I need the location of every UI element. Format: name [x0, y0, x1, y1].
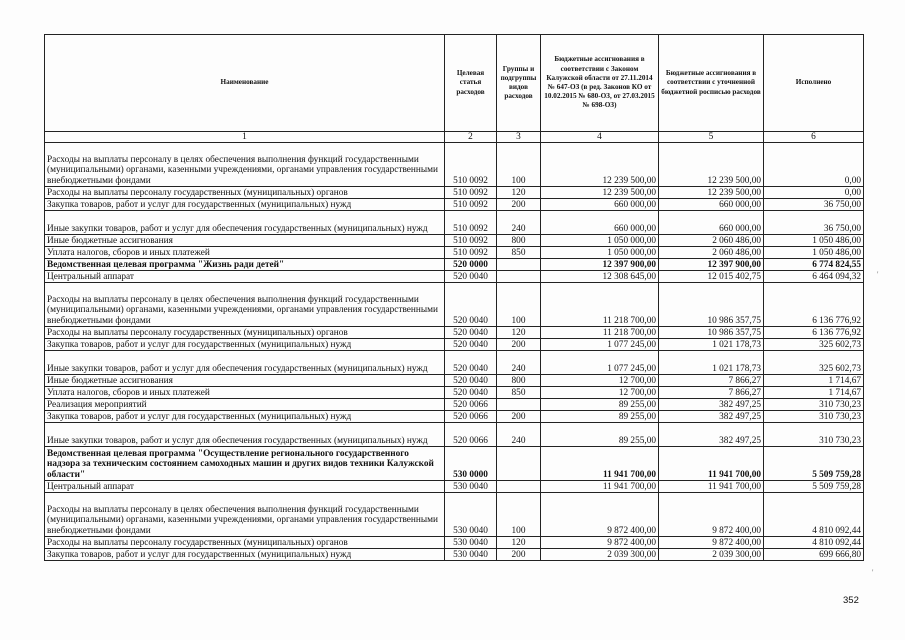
table-row [45, 375, 864, 387]
row-law-amount: 12 239 500,00 [541, 143, 659, 187]
row-target-code: 520 0040 [445, 387, 497, 399]
row-law-amount: 1 077 245,00 [541, 339, 659, 351]
row-executed-amount: 5 509 759,28 [764, 481, 864, 493]
table-row [45, 481, 864, 493]
row-law-amount: 11 941 700,00 [541, 447, 659, 481]
row-group-code: 100 [497, 283, 541, 327]
row-target-code: 520 0040 [445, 339, 497, 351]
row-name: Закупка товаров, работ и услуг для государственных (муниципальных) нужд [45, 339, 445, 351]
table-row [45, 211, 864, 235]
row-executed-amount: 1 050 486,00 [764, 235, 864, 247]
row-name: Закупка товаров, работ и услуг для государственных (муниципальных) нужд [45, 549, 445, 561]
row-law-amount: 2 039 300,00 [541, 549, 659, 561]
column-number: 5 [659, 132, 764, 143]
row-executed-amount: 6 774 824,55 [764, 259, 864, 271]
header-target-article: Целевая статья расходов [445, 35, 497, 132]
table-row [45, 351, 864, 375]
table-row [45, 537, 864, 549]
table-row [45, 493, 864, 537]
row-updated-amount: 12 015 402,75 [659, 271, 764, 283]
row-group-code: 200 [497, 411, 541, 423]
row-updated-amount: 9 872 400,00 [659, 493, 764, 537]
row-updated-amount: 7 866,27 [659, 375, 764, 387]
table-row [45, 187, 864, 199]
row-law-amount: 89 255,00 [541, 423, 659, 447]
row-updated-amount: 9 872 400,00 [659, 537, 764, 549]
row-executed-amount: 1 714,67 [764, 375, 864, 387]
row-law-amount: 89 255,00 [541, 399, 659, 411]
row-updated-amount: 382 497,25 [659, 411, 764, 423]
row-target-code: 510 0092 [445, 211, 497, 235]
row-group-code: 850 [497, 247, 541, 259]
row-updated-amount: 1 021 178,73 [659, 339, 764, 351]
row-executed-amount: 0,00 [764, 143, 864, 187]
table-row [45, 339, 864, 351]
row-executed-amount: 0,00 [764, 187, 864, 199]
table-row [45, 447, 864, 481]
column-number-row [45, 132, 864, 143]
row-executed-amount: 699 666,80 [764, 549, 864, 561]
column-number: 6 [764, 132, 864, 143]
row-group-code: 100 [497, 143, 541, 187]
table-row [45, 271, 864, 283]
row-updated-amount: 660 000,00 [659, 211, 764, 235]
row-law-amount: 11 218 700,00 [541, 283, 659, 327]
row-updated-amount: 2 039 300,00 [659, 549, 764, 561]
row-executed-amount: 1 714,67 [764, 387, 864, 399]
row-updated-amount: 382 497,25 [659, 423, 764, 447]
row-law-amount: 11 218 700,00 [541, 327, 659, 339]
scan-mark: ' [877, 270, 879, 279]
column-number: 2 [445, 132, 497, 143]
row-target-code: 510 0092 [445, 187, 497, 199]
row-executed-amount: 36 750,00 [764, 199, 864, 211]
row-group-code: 120 [497, 327, 541, 339]
row-name: Ведомственная целевая программа "Осуществление регионального государственного надзора за техническим состоянием самоходных машин и других видов техники Калужской области" [45, 447, 445, 481]
row-target-code: 520 0066 [445, 399, 497, 411]
row-group-code: 850 [497, 387, 541, 399]
row-name: Расходы на выплаты персоналу государственных (муниципальных) органов [45, 187, 445, 199]
row-target-code: 530 0040 [445, 549, 497, 561]
row-law-amount: 9 872 400,00 [541, 493, 659, 537]
row-target-code: 510 0092 [445, 199, 497, 211]
row-law-amount: 12 308 645,00 [541, 271, 659, 283]
row-target-code: 520 0000 [445, 259, 497, 271]
header-name: Наименование [45, 35, 445, 132]
row-name: Иные бюджетные ассигнования [45, 375, 445, 387]
row-law-amount: 9 872 400,00 [541, 537, 659, 549]
row-executed-amount: 310 730,23 [764, 423, 864, 447]
row-updated-amount: 2 060 486,00 [659, 235, 764, 247]
table-row [45, 549, 864, 561]
row-updated-amount: 11 941 700,00 [659, 481, 764, 493]
row-updated-amount: 7 866,27 [659, 387, 764, 399]
row-group-code: 240 [497, 423, 541, 447]
table-row [45, 199, 864, 211]
row-group-code: 120 [497, 187, 541, 199]
column-number: 4 [541, 132, 659, 143]
scan-mark: ' [872, 568, 874, 577]
row-updated-amount: 660 000,00 [659, 199, 764, 211]
table-row [45, 247, 864, 259]
row-law-amount: 660 000,00 [541, 211, 659, 235]
row-target-code: 520 0066 [445, 423, 497, 447]
row-name: Уплата налогов, сборов и иных платежей [45, 387, 445, 399]
row-group-code [497, 399, 541, 411]
row-group-code: 200 [497, 339, 541, 351]
row-law-amount: 12 700,00 [541, 387, 659, 399]
row-name: Расходы на выплаты персоналу государственных (муниципальных) органов [45, 327, 445, 339]
page-number: 352 [843, 595, 859, 606]
row-target-code: 530 0000 [445, 447, 497, 481]
column-number: 1 [45, 132, 445, 143]
table-row [45, 327, 864, 339]
row-executed-amount: 325 602,73 [764, 351, 864, 375]
row-updated-amount: 1 021 178,73 [659, 351, 764, 375]
row-law-amount: 12 239 500,00 [541, 187, 659, 199]
table-row [45, 143, 864, 187]
row-executed-amount: 36 750,00 [764, 211, 864, 235]
header-law-allocations: Бюджетные ассигнования в соответствии с Законом Калужской области от 27.11.2014 № 647-ОЗ (в ред. Законов КО от 10.02.2015 № 680-ОЗ, от 27.03.2015 № 698-ОЗ) [541, 35, 659, 132]
row-target-code: 520 0040 [445, 283, 497, 327]
row-law-amount: 11 941 700,00 [541, 481, 659, 493]
row-group-code [497, 259, 541, 271]
row-updated-amount: 2 060 486,00 [659, 247, 764, 259]
row-executed-amount: 310 730,23 [764, 411, 864, 423]
row-updated-amount: 10 986 357,75 [659, 283, 764, 327]
row-target-code: 520 0040 [445, 271, 497, 283]
budget-table [44, 34, 864, 561]
row-updated-amount: 11 941 700,00 [659, 447, 764, 481]
row-updated-amount: 382 497,25 [659, 399, 764, 411]
row-target-code: 510 0092 [445, 143, 497, 187]
row-executed-amount: 1 050 486,00 [764, 247, 864, 259]
row-executed-amount: 6 136 776,92 [764, 283, 864, 327]
row-name: Иные закупки товаров, работ и услуг для обеспечения государственных (муниципальных) нужд [45, 211, 445, 235]
row-executed-amount: 4 810 092,44 [764, 493, 864, 537]
header-updated-allocations: Бюджетные ассигнования в соответствии с уточненной бюджетной росписью расходов [659, 35, 764, 132]
row-name: Закупка товаров, работ и услуг для государственных (муниципальных) нужд [45, 411, 445, 423]
row-name: Ведомственная целевая программа "Жизнь ради детей" [45, 259, 445, 271]
row-target-code: 520 0066 [445, 411, 497, 423]
row-name: Расходы на выплаты персоналу в целях обеспечения выполнения функций государственными (муниципальными) органами, казенными учреждениями, органами управления государственными внебюджетными фондами [45, 493, 445, 537]
row-law-amount: 1 050 000,00 [541, 235, 659, 247]
row-executed-amount: 310 730,23 [764, 399, 864, 411]
row-executed-amount: 6 464 094,32 [764, 271, 864, 283]
row-law-amount: 660 000,00 [541, 199, 659, 211]
row-target-code: 520 0040 [445, 351, 497, 375]
row-executed-amount: 6 136 776,92 [764, 327, 864, 339]
row-name: Иные бюджетные ассигнования [45, 235, 445, 247]
row-name: Центральный аппарат [45, 271, 445, 283]
header-executed: Исполнено [764, 35, 864, 132]
table-row [45, 399, 864, 411]
row-group-code: 800 [497, 375, 541, 387]
row-updated-amount: 10 986 357,75 [659, 327, 764, 339]
row-name: Иные закупки товаров, работ и услуг для обеспечения государственных (муниципальных) нужд [45, 351, 445, 375]
row-group-code [497, 481, 541, 493]
row-group-code: 100 [497, 493, 541, 537]
row-law-amount: 89 255,00 [541, 411, 659, 423]
header-expense-groups: Группы и подгруппы видов расходов [497, 35, 541, 132]
row-group-code: 120 [497, 537, 541, 549]
row-group-code: 200 [497, 549, 541, 561]
row-executed-amount: 4 810 092,44 [764, 537, 864, 549]
row-updated-amount: 12 239 500,00 [659, 187, 764, 199]
table-row [45, 235, 864, 247]
row-target-code: 510 0092 [445, 247, 497, 259]
row-target-code: 530 0040 [445, 537, 497, 549]
row-group-code [497, 271, 541, 283]
row-group-code: 800 [497, 235, 541, 247]
column-number: 3 [497, 132, 541, 143]
row-name: Закупка товаров, работ и услуг для государственных (муниципальных) нужд [45, 199, 445, 211]
table-row [45, 411, 864, 423]
row-name: Расходы на выплаты персоналу государственных (муниципальных) органов [45, 537, 445, 549]
row-target-code: 530 0040 [445, 481, 497, 493]
row-name: Центральный аппарат [45, 481, 445, 493]
table-header-row [45, 35, 864, 132]
row-law-amount: 1 050 000,00 [541, 247, 659, 259]
table-row [45, 283, 864, 327]
row-name: Расходы на выплаты персоналу в целях обеспечения выполнения функций государственными (муниципальными) органами, казенными учреждениями, органами управления государственными внебюджетными фондами [45, 143, 445, 187]
row-updated-amount: 12 397 900,00 [659, 259, 764, 271]
row-law-amount: 12 700,00 [541, 375, 659, 387]
table-row [45, 259, 864, 271]
row-group-code: 240 [497, 211, 541, 235]
row-group-code [497, 447, 541, 481]
row-name: Расходы на выплаты персоналу в целях обеспечения выполнения функций государственными (муниципальными) органами, казенными учреждениями, органами управления государственными внебюджетными фондами [45, 283, 445, 327]
row-target-code: 520 0040 [445, 327, 497, 339]
row-target-code: 530 0040 [445, 493, 497, 537]
row-group-code: 200 [497, 199, 541, 211]
row-executed-amount: 325 602,73 [764, 339, 864, 351]
row-name: Уплата налогов, сборов и иных платежей [45, 247, 445, 259]
row-name: Реализация мероприятий [45, 399, 445, 411]
row-law-amount: 1 077 245,00 [541, 351, 659, 375]
table-row [45, 387, 864, 399]
row-updated-amount: 12 239 500,00 [659, 143, 764, 187]
row-executed-amount: 5 509 759,28 [764, 447, 864, 481]
row-group-code: 240 [497, 351, 541, 375]
row-target-code: 520 0040 [445, 375, 497, 387]
row-law-amount: 12 397 900,00 [541, 259, 659, 271]
table-row [45, 423, 864, 447]
row-name: Иные закупки товаров, работ и услуг для обеспечения государственных (муниципальных) нужд [45, 423, 445, 447]
row-target-code: 510 0092 [445, 235, 497, 247]
